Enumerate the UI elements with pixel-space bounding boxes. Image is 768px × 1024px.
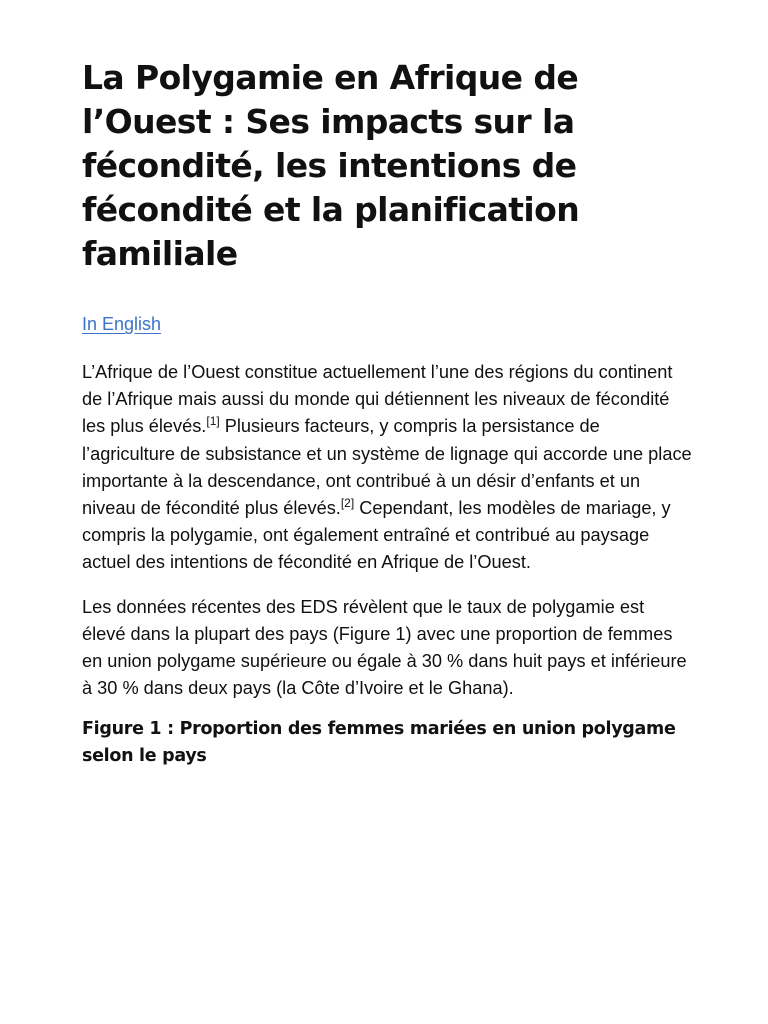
intro-text-part-2: Plusieurs facteurs, y compris la persistance de l’agriculture de subsistance et un système de lignage qui accorde une place importante à la descendance, ont contribué à un désir d’enfants et un niveau de fécondité plus élevés. bbox=[82, 416, 692, 519]
intro-paragraph bbox=[82, 359, 692, 577]
intro-text-part-3: Cependant, les modèles de mariage, y compris la polygamie, ont également entraîné et contribué au paysage actuel des intentions de fécondité en Afrique de l’Ouest. bbox=[82, 498, 671, 573]
figure-1-caption: Figure 1 : Proportion des femmes mariées en union polygame selon le pays bbox=[82, 719, 676, 767]
footnote-2-link[interactable]: [2] bbox=[340, 496, 355, 511]
english-version-link[interactable]: In English bbox=[82, 314, 162, 334]
data-paragraph: Les données récentes des EDS révèlent que le taux de polygamie est élevé dans la plupart des pays (Figure 1) avec une proportion de femmes en union polygame supérieure ou égale à 30 % dans huit pays et inférieure à 30 % dans deux pays (la Côte d’Ivoire et le Ghana). bbox=[82, 596, 687, 699]
intro-text-part-1: L’Afrique de l’Ouest constitue actuellement l’une des régions du continent de l’Afrique mais aussi du monde qui détiennent les niveaux de fécondité les plus élevés. bbox=[82, 362, 673, 437]
article-title: La Polygamie en Afrique de l’Ouest : Ses impacts sur la fécondité, les intentions de fécondité et la planification familiale bbox=[82, 58, 580, 273]
footnote-1-link[interactable]: [1] bbox=[206, 414, 220, 429]
article-content bbox=[82, 56, 692, 770]
